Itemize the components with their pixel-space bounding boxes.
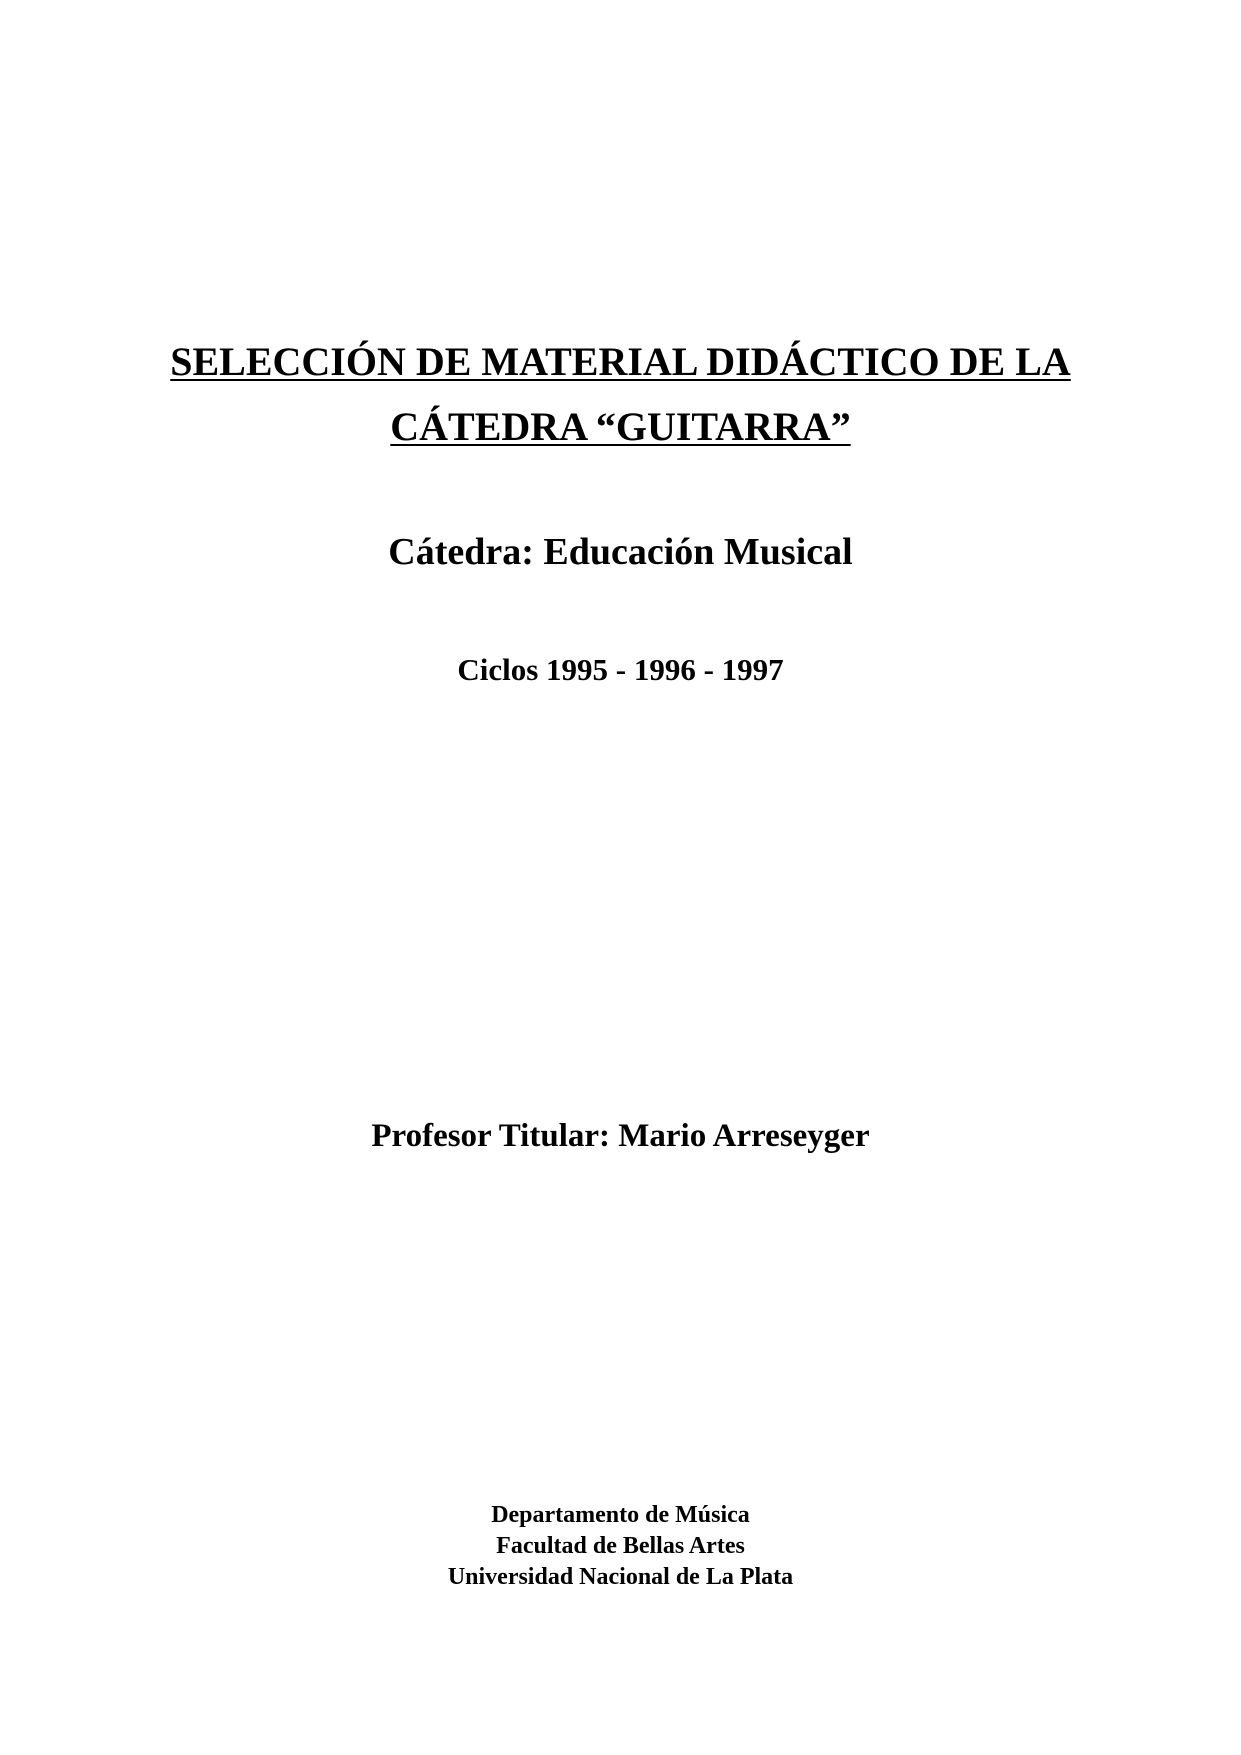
document-title-line-1: SELECCIÓN DE MATERIAL DIDÁCTICO DE LA bbox=[170, 339, 1071, 384]
document-title-line-2: CÁTEDRA “GUITARRA” bbox=[390, 404, 851, 449]
footer-faculty: Facultad de Bellas Artes bbox=[496, 1533, 745, 1559]
ciclos-subheading: Ciclos 1995 - 1996 - 1997 bbox=[457, 652, 784, 687]
catedra-heading: Cátedra: Educación Musical bbox=[388, 531, 853, 573]
footer-university: Universidad Nacional de La Plata bbox=[447, 1564, 794, 1590]
profesor-titular: Profesor Titular: Mario Arreseyger bbox=[371, 1118, 870, 1154]
footer-department: Departamento de Música bbox=[491, 1502, 750, 1528]
